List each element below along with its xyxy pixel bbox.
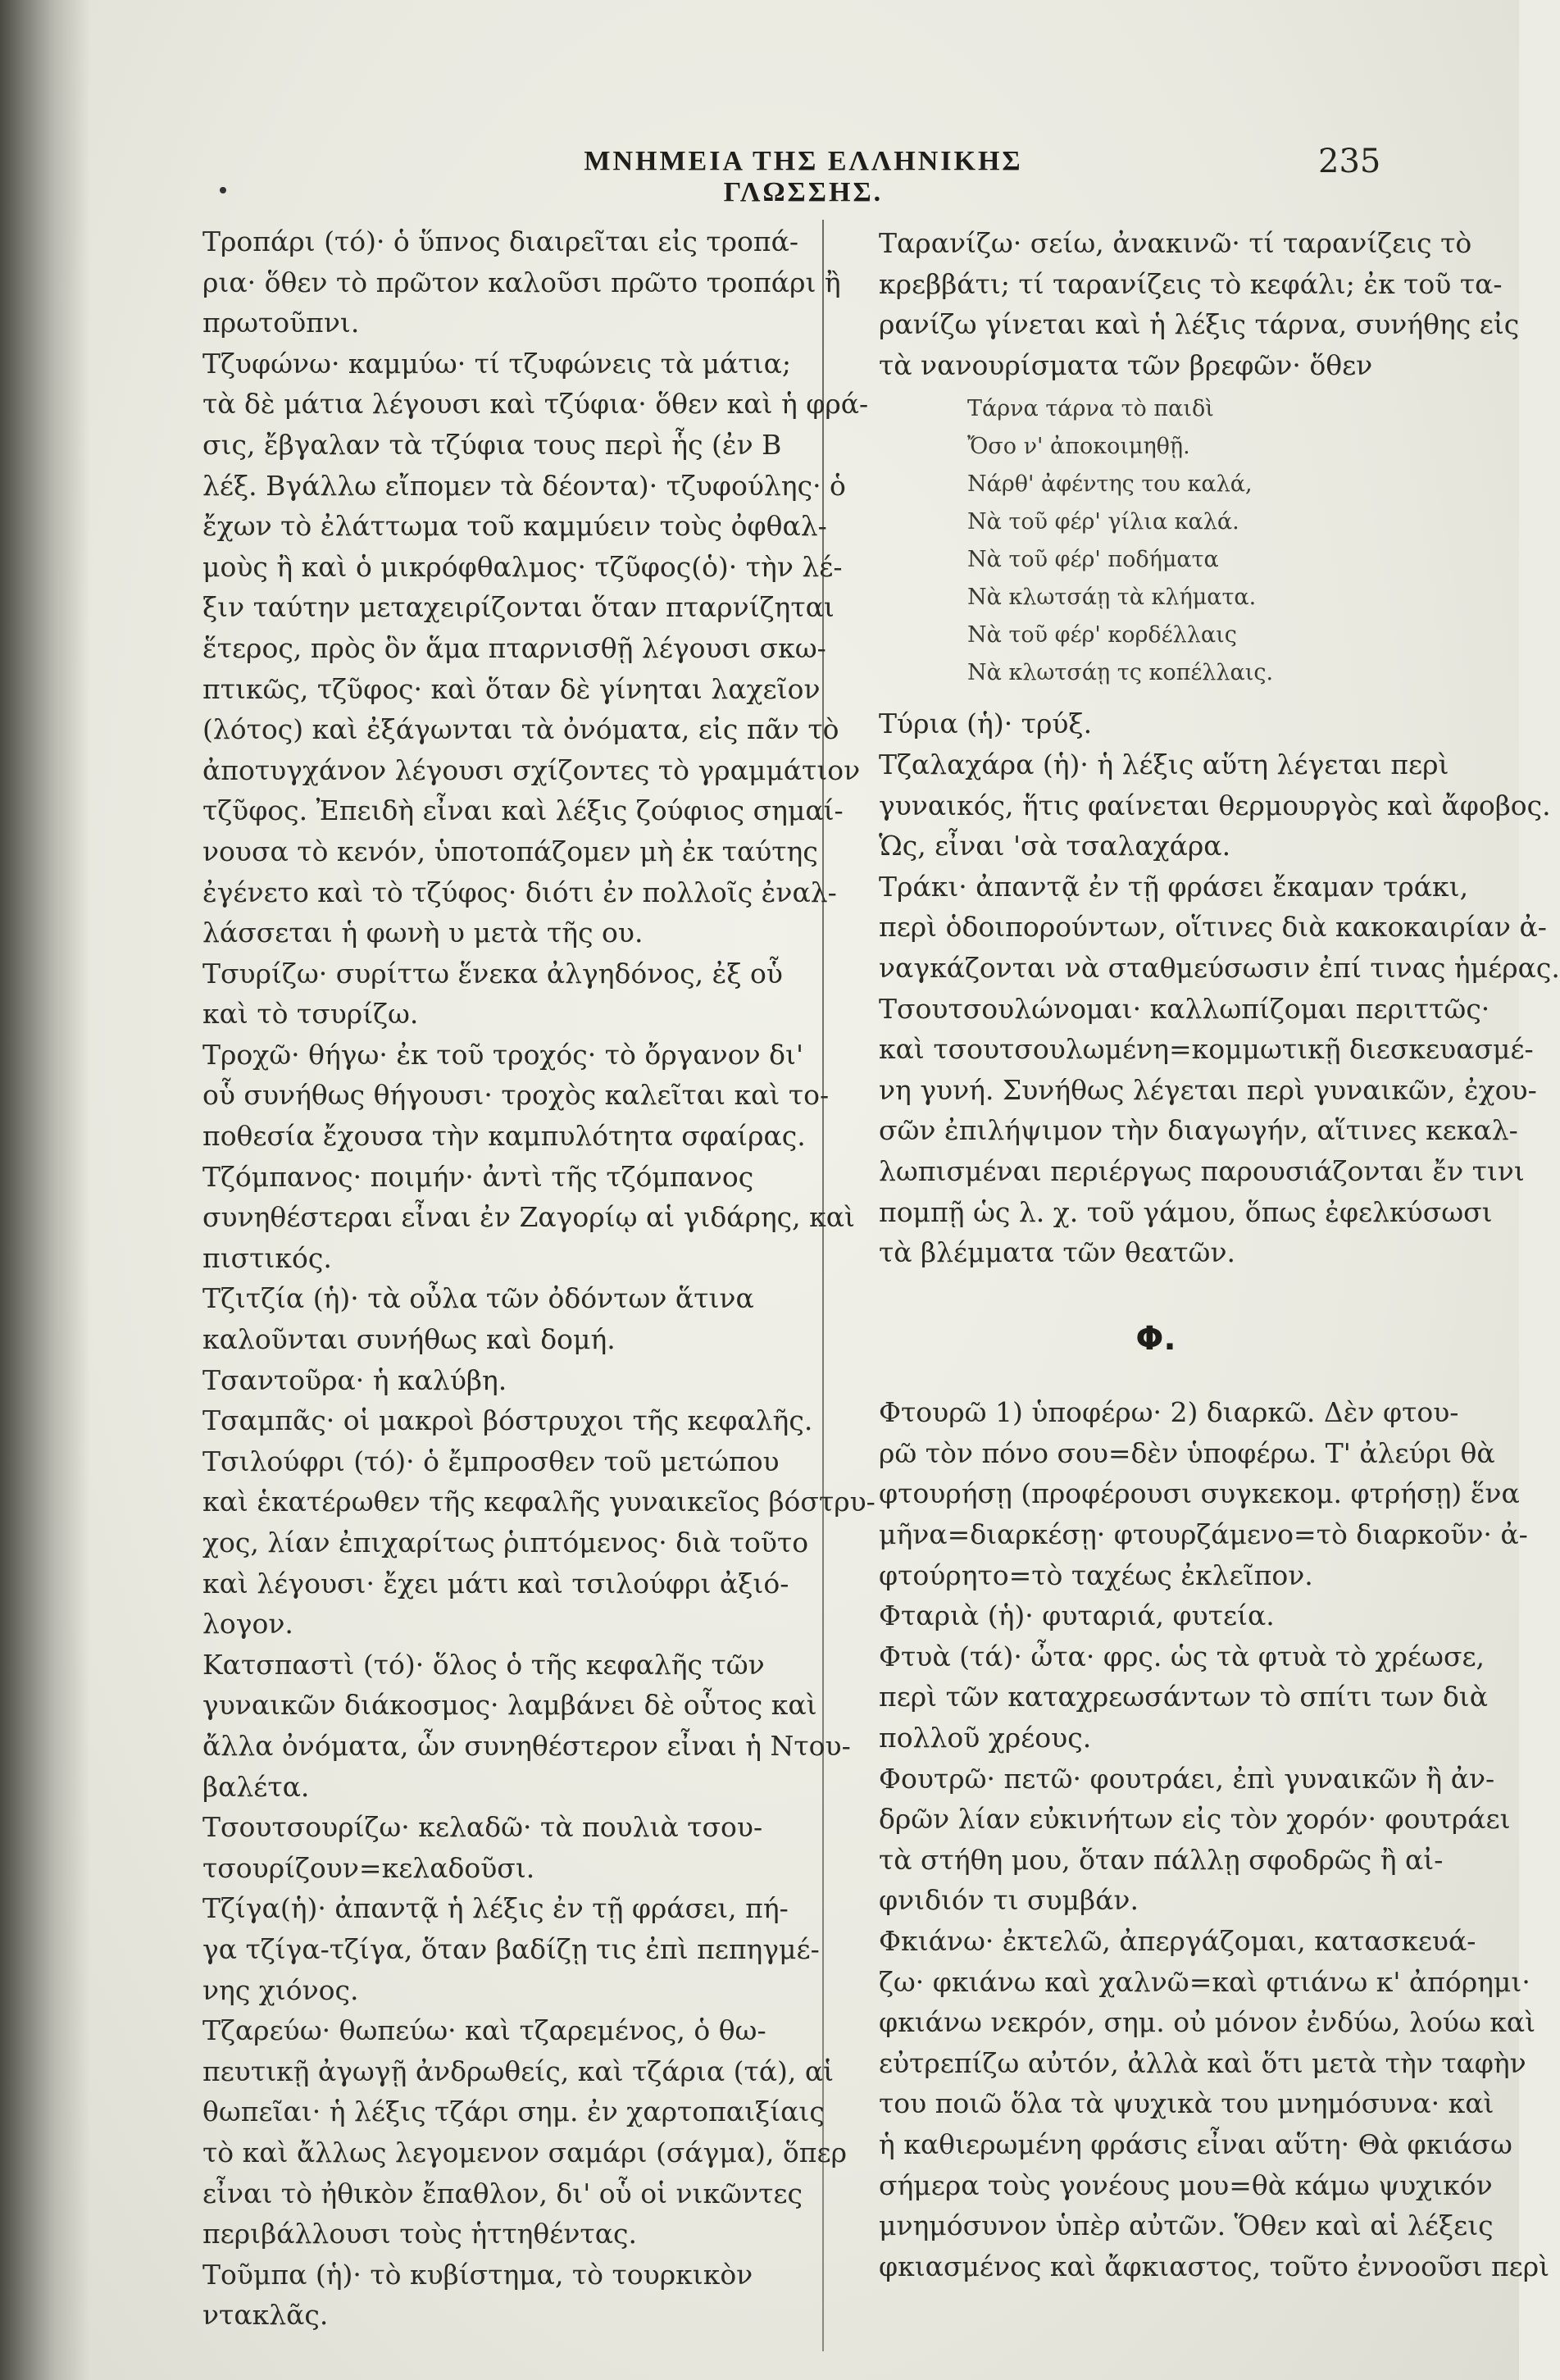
verse-line: Νὰ τοῦ φέρ' ποδήματα: [967, 547, 1219, 573]
text-line: λάσσεται ἡ φωνὴ υ μετὰ τῆς ου.: [202, 917, 644, 949]
text-line: φκιάνω νεκρόν, σημ. οὐ μόνον ἐνδύω, λούω καὶ: [879, 2006, 1536, 2039]
text-line: τὰ βλέμματα τῶν θεατῶν.: [879, 1236, 1236, 1269]
text-line: δρῶν λίαν εὐκινήτων εἰς τὸν χορόν· φουτράει: [879, 1803, 1511, 1836]
right-entries-t: [844, 703, 1560, 1272]
dictionary-entry: [844, 703, 1467, 744]
text-line: Τζόμπανος· ποιμήν· ἀντὶ τῆς τζόμπανος: [202, 1160, 754, 1193]
text-line: μῆνα=διαρκέσῃ· φτουρζάμενο=τὸ διαρκοῦν· ἀ-: [879, 1518, 1528, 1551]
text-line: καὶ τσουτσουλωμένη=κομμωτικῇ διεσκευασμέ-: [879, 1033, 1534, 1066]
text-line: ντακλᾶς.: [202, 2299, 329, 2332]
text-line: τζῦφος. Ἐπειδὴ εἶναι καὶ λέξις ζούφιος σημαί-: [202, 794, 844, 827]
text-line: ξιν ταύτην μεταχειρίζονται ὅταν πταρνίζηται: [202, 591, 835, 624]
dictionary-entry: [844, 1595, 1467, 1636]
text-line: ζω· φκιάνω καὶ χαλνῶ=καὶ φτιάνω κ' ἀπόρημι·: [879, 1965, 1530, 1998]
verse-line: Τάρνα τάρνα τὸ παιδὶ: [967, 396, 1214, 422]
dictionary-entry: [168, 953, 807, 1035]
text-line: πολλοῦ χρέους.: [879, 1722, 1092, 1754]
text-line: μνημόσυνον ὑπὲρ αὐτῶν. Ὅθεν καὶ αἱ λέξεις: [879, 2209, 1494, 2242]
verse-line: Νὰ κλωτσάῃ τς κοπέλλαις.: [967, 660, 1274, 686]
text-line: γα τζίγα-τζίγα, ὅταν βαδίζῃ τις ἐπὶ πεπηγμέ-: [202, 1932, 820, 1965]
book-spine-shadow: [0, 0, 90, 2380]
verse-line: Νὰ τοῦ φέρ' κορδέλλαις: [967, 622, 1237, 648]
text-line: ποθεσία ἔχουσα τὴν καμπυλότητα σφαίρας.: [202, 1120, 806, 1153]
text-line: λωπισμέναι περιέργως παρουσιάζονται ἔν τινι: [879, 1154, 1525, 1187]
text-line: του ποιῶ ὅλα τὰ ψυχικὰ του μνημόσυνα· καὶ: [879, 2087, 1494, 2120]
text-line: πιστικός.: [202, 1241, 332, 1274]
text-line: ρια· ὅθεν τὸ πρῶτον καλοῦσι πρῶτο τροπάρι ἢ: [202, 266, 841, 298]
text-line: νουσα τὸ κενόν, ὑποτοπάζομεν μὴ ἐκ ταύτης: [202, 835, 818, 867]
text-line: Κατσπαστὶ (τό)· ὅλος ὁ τῆς κεφαλῆς τῶν: [202, 1648, 765, 1681]
text-line: ναγκάζονται νὰ σταθμεύσωσιν ἐπί τινας ἡμέρας.: [879, 951, 1560, 984]
text-line: περὶ τῶν καταχρεωσάντων τὸ σπίτι των διὰ: [879, 1681, 1489, 1713]
text-line: οὗ συνήθως θήγουσι· τροχὸς καλεῖται καὶ το-: [202, 1079, 830, 1112]
text-line: φνιδιόν τι συμβάν.: [879, 1884, 1139, 1917]
text-line: πομπῇ ὡς λ. χ. τοῦ γάμου, ὅπως ἐφελκύσωσι: [879, 1195, 1493, 1228]
dictionary-entry: [844, 1759, 1511, 1921]
text-line: Φτυὰ (τά)· ὦτα· φρς. ὡς τὰ φτυὰ τὸ χρέωσε,: [879, 1640, 1485, 1672]
entry-taranizo: [844, 223, 1520, 385]
text-line: Τοῦμπα (ἡ)· τὸ κυβίστημα, τὸ τουρκικὸν: [202, 2258, 753, 2291]
text-line: γυναικῶν διάκοσμος· λαμβάνει δὲ οὗτος καὶ: [202, 1689, 817, 1722]
text-line: Τσαντοῦρα· ἡ καλύβη.: [202, 1363, 507, 1396]
text-line: ρῶ τὸν πόνο σου=δὲν ὑποφέρω. Τ' ἀλεύρι θὰ: [879, 1436, 1495, 1469]
verse-line: Νάρθ' ἀφέντης του καλά,: [967, 471, 1253, 498]
text-line: τὸ καὶ ἄλλως λεγομενον σαμάρι (σάγμα), ὅπερ: [202, 2136, 847, 2168]
text-line: ἕτερος, πρὸς ὃν ἅμα πταρνισθῇ λέγουσι σκω-: [202, 631, 826, 664]
text-line: Τζαλαχάρα (ἡ)· ἡ λέξις αὕτη λέγεται περὶ: [879, 748, 1449, 780]
text-line: ἡ καθιερωμένη φράσις εἶναι αὕτη· Θὰ φκιάσω: [879, 2127, 1512, 2160]
text-line: τὰ στήθη μου, ὅταν πάλλῃ σφοδρῶς ἢ αἰ-: [879, 1843, 1444, 1876]
text-line: Τζυφώνω· καμμύω· τί τζυφώνεις τὰ μάτια;: [202, 347, 792, 380]
text-line: φτουρήσῃ (προφέρουσι συγκεκομ. φτρήσῃ) ἕνα: [879, 1477, 1520, 1510]
text-line: φκιασμένος καὶ ἄφκιαστος, τοῦτο ἐννοοῦσι περὶ: [879, 2250, 1550, 2282]
text-line: Τζαρεύω· θωπεύω· καὶ τζαρεμένος, ὁ θω-: [202, 2014, 766, 2047]
text-line: νη γυνή. Συνήθως λέγεται περὶ γυναικῶν, ἐχου-: [879, 1073, 1537, 1106]
text-line: πρωτοῦπνι.: [202, 307, 360, 339]
text-line: Τσαμπᾶς· οἱ μακροὶ βόστρυχοι τῆς κεφαλῆς.: [202, 1404, 813, 1437]
text-line: Φταριὰ (ἡ)· φυταριά, φυτεία.: [879, 1600, 1275, 1632]
dictionary-entry: [168, 344, 869, 953]
text-line: σῶν ἐπιλήψιμον τὴν διαγωγήν, αἵτινες κεκαλ-: [879, 1114, 1518, 1147]
text-line: ἀποτυγχάνον λέγουσι σχίζοντες τὸ γραμμάτιον: [202, 753, 861, 786]
text-line: ρανίζω γίνεται καὶ ἡ λέξις τάρνα, συνήθης εἰς: [879, 308, 1520, 341]
dictionary-entry: [844, 744, 1551, 867]
text-line: κρεββάτι; τί ταρανίζεις τὸ κεφάλι; ἐκ τοῦ τα-: [879, 267, 1503, 300]
text-line: ἐγένετο καὶ τὸ τζύφος· διότι ἐν πολλοῖς ἐναλ-: [202, 876, 837, 908]
text-line: καλοῦνται συνήθως καὶ δομή.: [202, 1323, 616, 1356]
dictionary-entry: [844, 223, 1520, 385]
text-line: λογον.: [202, 1608, 293, 1641]
dictionary-entry: [844, 867, 1560, 989]
text-line: καὶ ἑκατέρωθεν τῆς κεφαλῆς γυναικεῖος βόστρυ-: [202, 1486, 876, 1518]
text-line: σήμερα τοὺς γονέους μου=θὰ κάμω ψυχικόν: [879, 2168, 1493, 2201]
dictionary-entry: [168, 1441, 876, 1645]
dictionary-entry: [168, 1035, 830, 1157]
text-line: λέξ. Βγάλλω εἴπομεν τὰ δέοντα)· τζυφούλης· ὁ: [202, 469, 846, 502]
text-line: Τροπάρι (τό)· ὁ ὕπνος διαιρεῖται εἰς τροπά-: [202, 225, 799, 257]
ink-speck: [220, 187, 226, 193]
text-line: Φτουρῶ 1) ὑποφέρω· 2) διαρκῶ. Δὲν φτου-: [879, 1396, 1459, 1429]
text-line: μοὺς ἢ καὶ ὁ μικρόφθαλμος· τζῦφος(ὁ)· τὴν λέ-: [202, 550, 843, 583]
text-line: Τσιλούφρι (τό)· ὁ ἔμπροσθεν τοῦ μετώπου: [202, 1445, 780, 1477]
verse-line: Νὰ κλωτσάῃ τὰ κλήματα.: [967, 585, 1257, 611]
text-line: εὐτρεπίζω αὐτόν, ἀλλὰ καὶ ὅτι μετὰ τὴν ταφὴν: [879, 2046, 1526, 2079]
text-line: βαλέτα.: [202, 1770, 310, 1803]
dictionary-entry: [844, 1636, 1489, 1759]
text-line: Τζιτζία (ἡ)· τὰ οὖλα τῶν ὀδόντων ἅτινα: [202, 1282, 754, 1315]
text-line: περὶ ὁδοιπορούντων, οἵτινες διὰ κακοκαιρίαν ἀ-: [879, 911, 1547, 944]
text-line: Τροχῶ· θήγω· ἐκ τοῦ τροχός· τὸ ὄργανον δι': [202, 1038, 804, 1071]
dictionary-entry: [168, 1807, 807, 1888]
dictionary-entry: [168, 1278, 807, 1359]
dictionary-entry: [168, 1157, 855, 1279]
dictionary-entry: [168, 1400, 813, 1441]
text-line: τὰ νανουρίσματα τῶν βρεφῶν· ὅθεν: [879, 348, 1373, 381]
dictionary-entry: [168, 221, 841, 344]
text-line: πευτικῇ ἀγωγῇ ἀνδρωθείς, καὶ τζάρια (τά), αἱ: [202, 2055, 835, 2087]
text-line: ἔχων τὸ ἐλάττωμα τοῦ καμμύειν τοὺς ὀφθαλ-: [202, 510, 827, 543]
text-line: Τύρια (ἡ)· τρύξ.: [879, 708, 1093, 740]
text-line: φτούρητο=τὸ ταχέως ἐκλεῖπον.: [879, 1559, 1313, 1591]
text-line: σις, ἔβγαλαν τὰ τζύφια τους περὶ ἧς (ἐν Β: [202, 428, 782, 461]
text-line: Φουτρῶ· πετῶ· φουτράει, ἐπὶ γυναικῶν ἢ ἀν-: [879, 1762, 1495, 1795]
text-line: Ταρανίζω· σείω, ἀνακινῶ· τί ταρανίζεις τὸ: [879, 227, 1472, 259]
text-line: νης χιόνος.: [202, 1973, 359, 2006]
dictionary-entry: [168, 1360, 807, 1401]
text-line: Τσουτσουλώνομαι· καλλωπίζομαι περιττῶς·: [879, 992, 1490, 1025]
text-line: ἄλλα ὀνόματα, ὧν συνηθέστερον εἶναι ἡ Ντου-: [202, 1729, 851, 1762]
dictionary-entry: [168, 2255, 807, 2336]
text-line: θωπεῖαι· ἡ λέξις τζάρι σημ. ἐν χαρτοπαιξίαις: [202, 2096, 825, 2128]
text-line: Τσουτσουρίζω· κελαδῶ· τὰ πουλιὰ τσου-: [202, 1811, 763, 1844]
right-column: [844, 223, 1560, 2287]
text-line: γυναικός, ἥτις φαίνεται θερμουργὸς καὶ ἄφοβος.: [879, 789, 1551, 821]
text-line: καὶ λέγουσι· ἔχει μάτι καὶ τσιλούφρι ἀξιό-: [202, 1567, 789, 1600]
left-column: [168, 221, 876, 2336]
dictionary-entry: [844, 1392, 1528, 1595]
text-line: Τζίγα(ἡ)· ἀπαντᾷ ἡ λέξις ἐν τῇ φράσει, πή-: [202, 1892, 789, 1925]
text-line: τσουρίζουν=κελαδοῦσι.: [202, 1851, 535, 1884]
verse-line: Ὄσο ν' ἀποκοιμηθῇ.: [967, 434, 1190, 460]
dictionary-entry: [168, 1645, 851, 1807]
dictionary-entry: [844, 989, 1537, 1273]
dictionary-entry: [168, 1888, 820, 2010]
text-line: (λότος) καὶ ἐξάγωνται τὰ ὀνόματα, εἰς πᾶν τὸ: [202, 713, 839, 746]
text-line: χος, λίαν ἐπιχαρίτως ῥιπτόμενος· διὰ τοῦτο: [202, 1527, 809, 1559]
section-heading-phi: Φ.: [1135, 1319, 1176, 1358]
text-line: πτικῶς, τζῦφος· καὶ ὅταν δὲ γίνηται λαχεῖον: [202, 672, 821, 705]
verse-line: Νὰ τοῦ φέρ' γίλια καλά.: [967, 509, 1239, 535]
text-line: Τσυρίζω· συρίττω ἕνεκα ἀλγηδόνος, ἐξ οὗ: [202, 957, 783, 990]
text-line: συνηθέστεραι εἶναι ἐν Ζαγορίῳ αἱ γιδάρης, καὶ: [202, 1201, 855, 1234]
dictionary-entry: [844, 1921, 1550, 2287]
right-entries-phi: [844, 1392, 1550, 2287]
lullaby-verse: [844, 390, 1467, 692]
text-line: εἶναι τὸ ἠθικὸν ἔπαθλον, δι' οὗ οἱ νικῶντες: [202, 2177, 803, 2209]
page-number: 235: [1318, 143, 1381, 180]
text-line: Ὡς, εἶναι 'σὰ τσαλαχάρα.: [879, 830, 1231, 862]
dictionary-entry: [168, 2010, 847, 2255]
running-title: ΜΝΗΜΕΙΑ ΤΗΣ ΕΛΛΗΝΙΚΗΣ ΓΛΩΣΣΗΣ.: [584, 146, 1023, 207]
text-line: περιβάλλουσι τοὺς ἡττηθέντας.: [202, 2218, 637, 2250]
text-line: καὶ τὸ τσυρίζω.: [202, 998, 419, 1031]
text-line: τὰ δὲ μάτια λέγουσι καὶ τζύφια· ὅθεν καὶ ἡ φρά-: [202, 388, 869, 421]
text-line: Φκιάνω· ἐκτελῶ, ἀπεργάζομαι, κατασκευά-: [879, 1925, 1476, 1957]
text-line: Τράκι· ἀπαντᾷ ἐν τῇ φράσει ἔκαμαν τράκι,: [879, 870, 1469, 903]
